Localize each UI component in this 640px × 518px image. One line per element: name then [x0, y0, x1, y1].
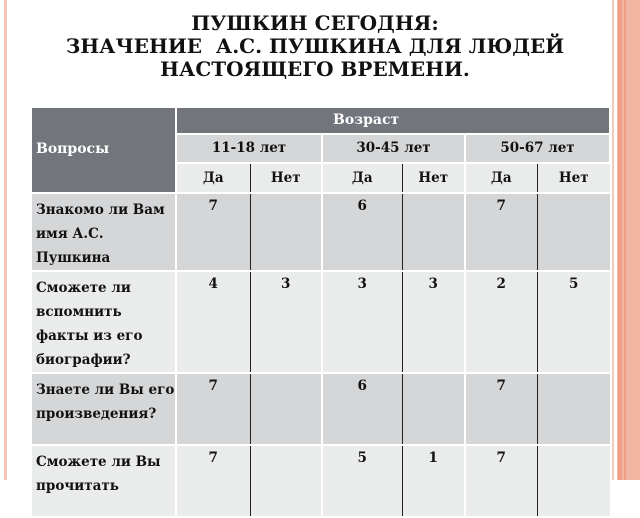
value-cell — [537, 445, 610, 517]
answer-yes-30-45: Да — [322, 163, 402, 193]
table-row — [32, 193, 610, 271]
value-cell — [250, 445, 322, 517]
question-cell: Знакомо ли Вам имя А.С. Пушкина — [32, 193, 176, 271]
value-cell: 6 — [322, 373, 402, 445]
questions-header — [32, 108, 176, 193]
title-line-2: ЗНАЧЕНИЕ А.С. ПУШКИНА ДЛЯ ЛЮДЕЙ — [65, 34, 565, 58]
value-cell: 5 — [537, 271, 610, 373]
value-cell: 3 — [250, 271, 322, 373]
value-cell — [402, 373, 465, 445]
survey-table — [32, 108, 611, 518]
value-cell: 7 — [465, 373, 537, 445]
age-group-30-45: 30-45 лет — [322, 134, 465, 163]
questions-header-label: Вопросы — [36, 141, 110, 157]
table-row — [32, 373, 610, 445]
value-cell — [402, 193, 465, 271]
value-cell: 7 — [465, 445, 537, 517]
question-cell: Знаете ли Вы его произведения? — [32, 373, 176, 445]
age-group-50-67: 50-67 лет — [465, 134, 610, 163]
table-row — [32, 271, 610, 373]
value-cell: 3 — [322, 271, 402, 373]
value-cell: 6 — [322, 193, 402, 271]
question-cell: Сможете ли Вы прочитать — [32, 445, 176, 517]
table-row — [32, 445, 610, 517]
answer-no-30-45: Нет — [402, 163, 465, 193]
value-cell: 5 — [322, 445, 402, 517]
value-cell — [250, 373, 322, 445]
right-decorative-band — [612, 0, 640, 480]
value-cell: 2 — [465, 271, 537, 373]
value-cell: 7 — [465, 193, 537, 271]
value-cell: 3 — [402, 271, 465, 373]
value-cell — [537, 193, 610, 271]
value-cell — [537, 373, 610, 445]
answer-no-50-67: Нет — [537, 163, 610, 193]
title-line-1: ПУШКИН СЕГОДНЯ: — [191, 11, 439, 35]
left-decorative-rule — [4, 0, 7, 480]
age-header: Возраст — [176, 108, 610, 134]
value-cell: 7 — [176, 445, 250, 517]
value-cell: 7 — [176, 373, 250, 445]
value-cell — [250, 193, 322, 271]
value-cell: 4 — [176, 271, 250, 373]
answer-no-11-18: Нет — [250, 163, 322, 193]
age-group-11-18: 11-18 лет — [176, 134, 322, 163]
question-cell: Сможете ли вспомнить факты из его биографии? — [32, 271, 176, 373]
title-line-3: НАСТОЯЩЕГО ВРЕМЕНИ. — [160, 57, 470, 81]
value-cell: 7 — [176, 193, 250, 271]
answer-yes-11-18: Да — [176, 163, 250, 193]
value-cell: 1 — [402, 445, 465, 517]
answer-yes-50-67: Да — [465, 163, 537, 193]
slide-title — [20, 12, 610, 81]
